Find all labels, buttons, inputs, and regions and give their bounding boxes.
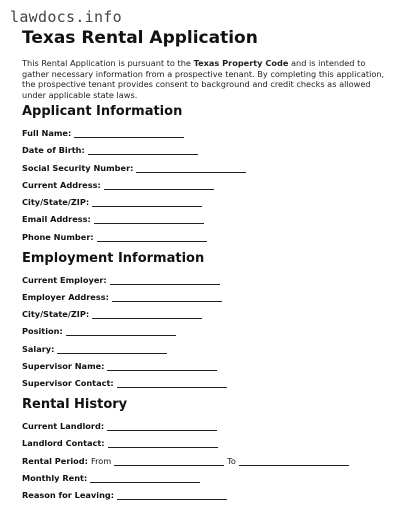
rental-period-from-label: From (90, 456, 112, 466)
phone-number-field (22, 232, 207, 242)
employer-city-state-zip-input-line[interactable] (92, 310, 202, 319)
ssn-input-line[interactable] (136, 164, 246, 173)
landlord-contact-field (22, 438, 218, 448)
current-landlord-field (22, 421, 217, 431)
salary-field (22, 344, 167, 354)
date-of-birth-field (22, 145, 198, 155)
field-label: Salary: (22, 344, 55, 354)
salary-input-line[interactable] (57, 345, 167, 354)
intro-text-before: This Rental Application is pursuant to the (22, 58, 194, 68)
full-name-input-line[interactable] (74, 129, 184, 138)
date-of-birth-input-line[interactable] (88, 146, 198, 155)
field-label: Rental Period: (22, 456, 88, 466)
current-employer-field (22, 275, 220, 285)
intro-text-after: and is intended to gather necessary information from a prospective tenant. By completing this application, the prospective tenant provides consent to background and credit checks as allowed under applicable state laws. (22, 58, 385, 100)
employer-address-input-line[interactable] (112, 293, 222, 302)
employer-address-field (22, 292, 222, 302)
field-label: Supervisor Contact: (22, 378, 114, 388)
current-address-field (22, 180, 214, 190)
rental-period-to-label: To (227, 456, 236, 466)
field-label: City/State/ZIP: (22, 197, 90, 207)
applicant-section-title: Applicant Information (22, 104, 183, 119)
ssn-field (22, 163, 246, 173)
field-label: Supervisor Name: (22, 361, 105, 371)
rental-period-from-input-line[interactable] (114, 457, 224, 466)
field-label: Full Name: (22, 128, 72, 138)
rental-period-to-input-line[interactable] (239, 457, 349, 466)
field-label: Current Address: (22, 180, 101, 190)
field-label: Reason for Leaving: (22, 490, 115, 500)
intro-text-bold: Texas Property Code (193, 58, 289, 68)
city-state-zip-field (22, 197, 202, 207)
rental-history-section-title: Rental History (22, 397, 128, 412)
field-label: Date of Birth: (22, 145, 85, 155)
email-address-field (22, 214, 204, 224)
city-state-zip-input-line[interactable] (92, 198, 202, 207)
employment-section-title: Employment Information (22, 251, 205, 266)
supervisor-contact-input-line[interactable] (117, 379, 227, 388)
reason-for-leaving-input-line[interactable] (117, 491, 227, 500)
field-label: City/State/ZIP: (22, 309, 90, 319)
field-label: Position: (22, 326, 63, 336)
document-title: Texas Rental Application (22, 28, 258, 48)
field-label: Employer Address: (22, 292, 109, 302)
supervisor-name-input-line[interactable] (107, 362, 217, 371)
monthly-rent-field (22, 473, 200, 483)
landlord-contact-input-line[interactable] (108, 439, 218, 448)
current-address-input-line[interactable] (104, 181, 214, 190)
employer-city-state-zip-field (22, 309, 202, 319)
rental-period-field (22, 456, 349, 466)
field-label: Current Employer: (22, 275, 107, 285)
supervisor-name-field (22, 361, 217, 371)
field-label: Current Landlord: (22, 421, 105, 431)
reason-for-leaving-field (22, 490, 227, 500)
field-label: Social Security Number: (22, 163, 134, 173)
document (22, 28, 388, 100)
field-label: Phone Number: (22, 232, 94, 242)
phone-number-input-line[interactable] (97, 233, 207, 242)
intro-paragraph (22, 58, 388, 100)
position-input-line[interactable] (66, 327, 176, 336)
watermark: lawdocs.info (10, 8, 122, 26)
email-address-input-line[interactable] (94, 215, 204, 224)
supervisor-contact-field (22, 378, 227, 388)
current-employer-input-line[interactable] (110, 276, 220, 285)
field-label: Landlord Contact: (22, 438, 105, 448)
position-field (22, 326, 176, 336)
monthly-rent-input-line[interactable] (90, 474, 200, 483)
field-label: Email Address: (22, 214, 91, 224)
field-label: Monthly Rent: (22, 473, 88, 483)
full-name-field (22, 128, 184, 138)
current-landlord-input-line[interactable] (107, 422, 217, 431)
